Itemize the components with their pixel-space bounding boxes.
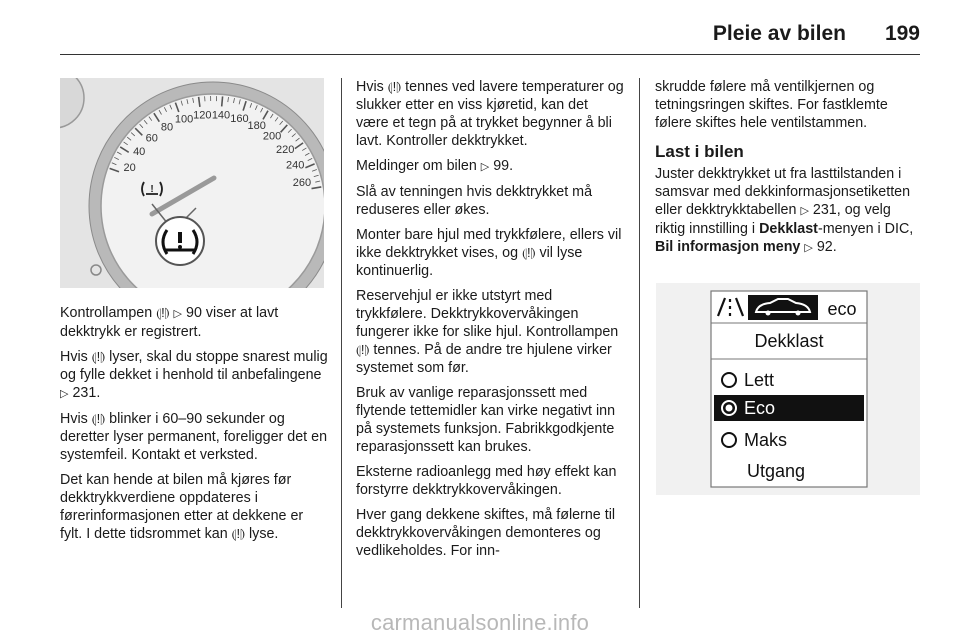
paragraph: Hvis ⦇!⦈ tennes ved lavere temperaturer og slukker etter en viss kjøretid, kan det være et tegn på at trykket begynner å bli lavt. Kontroller dekktrykket. (356, 79, 624, 149)
paragraph: Reservehjul er ikke utstyrt med trykkfølere. Dekktrykkovervåkingen fungerer ikke for slike hjul. Kontrollampen ⦇!⦈ tennes. På de andre tre hjulene virker systemet som før. (356, 288, 619, 376)
gauge-speed-label: 240 (286, 159, 305, 172)
display-frame (711, 291, 867, 487)
gauge-tick (222, 96, 223, 106)
gauge-speed-label: 180 (247, 120, 266, 132)
page-title: Pleie av bilen (712, 22, 846, 45)
text-column-3 (655, 78, 923, 264)
paragraph: Hvis ⦇!⦈ lyser, skal du stoppe snarest mulig og fylle dekket i henhold til anbefalingene ▷ 231. (60, 349, 328, 401)
watermark: carmanualsonline.info (370, 610, 590, 635)
column-divider-right (639, 78, 640, 608)
gauge-speed-label: 260 (292, 177, 312, 190)
gauge-speed-label: 220 (276, 143, 295, 156)
menu-title: Dekklast (754, 331, 824, 351)
ref-triangle-icon: ▷ (60, 388, 69, 400)
paragraph: Hvis ⦇!⦈ blinker i 60–90 sekunder og deretter lyser permanent, foreligger det en systemfeil. Kontakt et verksted. (60, 411, 328, 463)
text-column-1 (60, 304, 328, 550)
svg-text:!: ! (150, 184, 154, 195)
paragraph: skrudde følere må ventilkjernen og tetningsringen skiftes. For fastklemte følere skiftes hele ventilstammen. (655, 79, 888, 131)
radio-selected-dot (726, 405, 733, 412)
tire-pressure-warning-icon: ⦇!⦈ (91, 411, 106, 426)
menu-exit[interactable]: Utgang (747, 461, 806, 481)
paragraph: Slå av tenningen hvis dekktrykket må reduseres eller økes. (356, 184, 593, 218)
speedometer-illustration (60, 78, 324, 288)
gauge-speed-label: 140 (211, 109, 231, 122)
paragraph: Eksterne radioanlegg med høy effekt kan forstyrre dekktrykkovervåkingen. (356, 464, 617, 498)
gauge-speed-label: 200 (262, 130, 282, 143)
section-heading: Last i bilen (655, 142, 744, 161)
paragraph: Det kan hende at bilen må kjøres før dekktrykkverdiene oppdateres i førerinformasjonen etter at dekkene er fylt. I dette tidsrommet kan ⦇!⦈ lyse. (60, 472, 304, 542)
svg-text:Eco: Eco (744, 398, 776, 418)
gauge-speed-label: 40 (133, 146, 146, 159)
tire-pressure-warning-icon: ⦇!⦈ (522, 245, 536, 260)
tire-pressure-warning-icon: ⦇!⦈ (91, 349, 106, 364)
ref-triangle-icon: ▷ (173, 308, 183, 320)
tire-pressure-warning-icon: ⦇!⦈ (356, 342, 370, 357)
gauge-speed-label: 120 (193, 109, 212, 122)
speedometer-figure (60, 78, 324, 288)
page-header (60, 14, 920, 55)
ref-triangle-icon: ▷ (800, 205, 809, 217)
gauge-speed-label: 60 (145, 132, 158, 145)
tire-pressure-warning-icon: ⦇!⦈ (387, 79, 402, 94)
svg-text:Lett: Lett (744, 370, 775, 390)
paragraph: Monter bare hjul med trykkfølere, ellers vil ikke dekktrykket vises, og ⦇!⦈ vil lyse kontinuerlig. (356, 227, 622, 279)
tire-load-display-figure (656, 283, 920, 495)
paragraph: Juster dekktrykket ut fra lasttilstanden i samsvar med dekkinformasjonsetiketten eller dekktrykktabellen ▷ 231, og velg riktig innstilling i Dekklast-menyen i DIC, Bil informasjon meny ▷ 92. (655, 166, 914, 255)
paragraph: Hver gang dekkene skiftes, må følerne til dekktrykkovervåkingen demonteres og vedlikeholdes. For inn- (356, 507, 616, 559)
gauge-speed-label: 100 (174, 113, 194, 126)
menu-option-eco[interactable] (722, 398, 775, 418)
gauge-speed-label: 20 (123, 162, 136, 175)
tire-load-display (656, 283, 920, 495)
page-number: 199 (884, 22, 920, 45)
eco-label: eco (827, 299, 857, 319)
paragraph: Meldinger om bilen ▷ 99. (356, 158, 514, 174)
paragraph: Kontrollampen ⦇!⦈ ▷ 90 viser at lavt dekktrykk er registrert. (60, 305, 279, 340)
gauge-speed-label: 80 (160, 121, 174, 134)
column-divider-left (341, 78, 342, 608)
paragraph: Bruk av vanlige reparasjonssett med flytende tettemidler kan virke negativt inn på systemets funksjon. Fabrikkgodkjente reparasjonssett kan brukes. (356, 385, 616, 455)
text-column-2 (356, 78, 624, 567)
tire-pressure-warning-icon: ⦇!⦈ (231, 526, 246, 541)
ref-triangle-icon: ▷ (804, 242, 813, 254)
gauge-speed-label: 160 (230, 112, 249, 125)
ref-triangle-icon: ▷ (480, 161, 490, 173)
svg-text:Maks: Maks (744, 430, 788, 450)
tire-pressure-warning-icon: ⦇!⦈ (156, 305, 170, 320)
